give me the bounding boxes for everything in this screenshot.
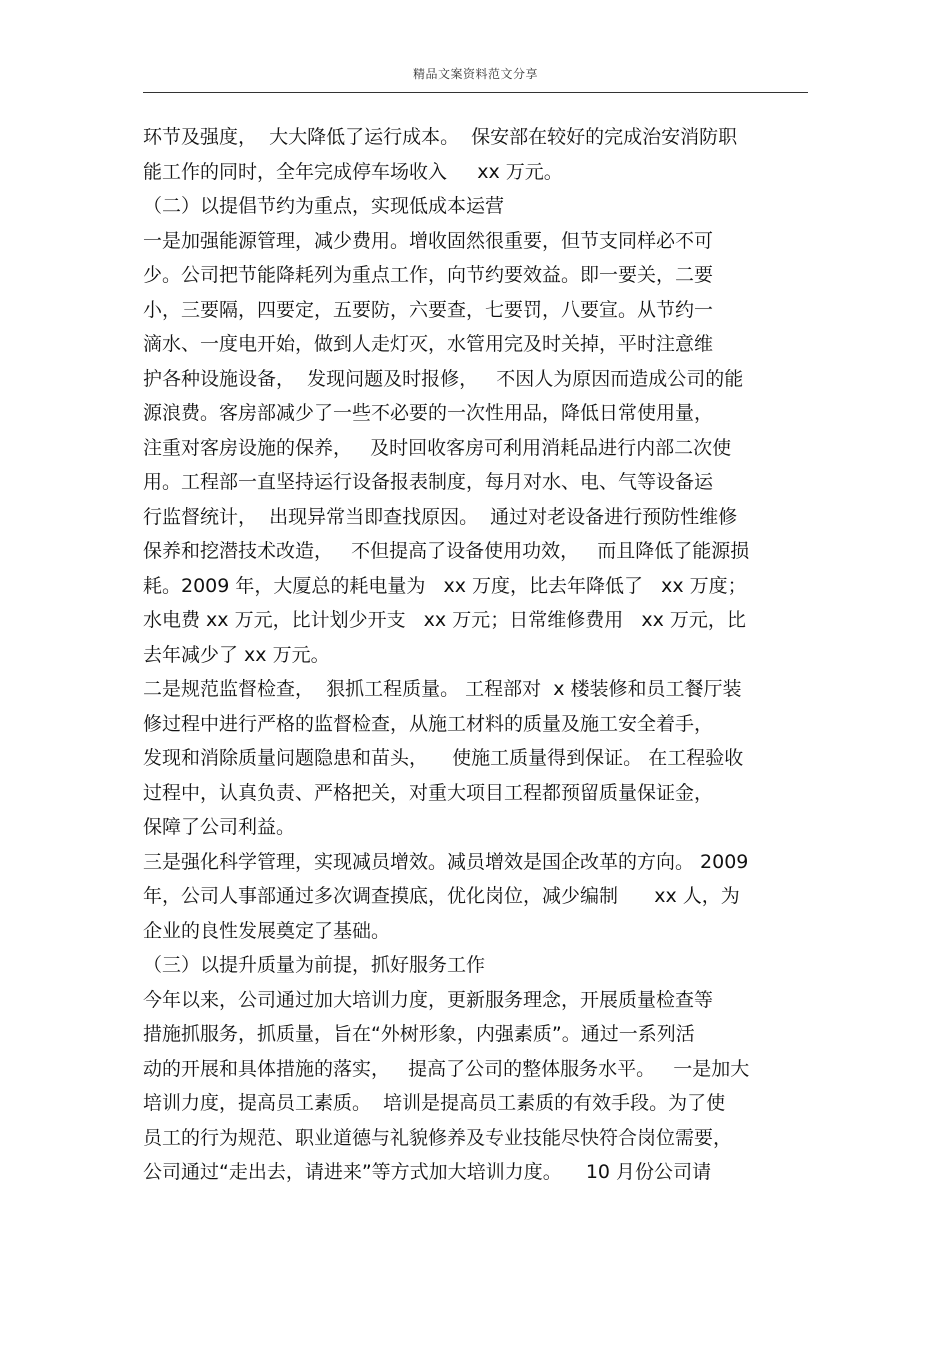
text-line: 行监督统计， 出现异常当即查找原因。 通过对老设备进行预防性维修 bbox=[143, 505, 738, 528]
page-header bbox=[143, 62, 808, 93]
text-line: 动的开展和具体措施的落实， 提高了公司的整体服务水平。 一是加大 bbox=[143, 1057, 750, 1080]
text-line: 保障了公司利益。 bbox=[143, 816, 296, 838]
text-line: 发现和消除质量问题隐患和苗头， 使施工质量得到保证。 在工程验收 bbox=[143, 747, 744, 769]
text-line: 小，三要隔，四要定，五要防，六要查，七要罚，八要宣。从节约一 bbox=[143, 298, 714, 321]
text-line: 用。工程部一直坚持运行设备报表制度，每月对水、电、气等设备运 bbox=[143, 471, 714, 493]
text-line: 修过程中进行严格的监督检查，从施工材料的质量及施工安全着手， bbox=[143, 712, 714, 735]
text-line: 培训力度，提高员工素质。 培训是提高员工素质的有效手段。为了使 bbox=[143, 1092, 726, 1114]
text-line: 注重对客房设施的保养， 及时回收客房可利用消耗品进行内部二次使 bbox=[143, 436, 732, 459]
text-line: 耗。2009 年，大厦总的耗电量为 xx 万度，比去年降低了 xx 万度； bbox=[143, 574, 747, 597]
document-body bbox=[143, 120, 813, 1190]
section-heading: （三）以提升质量为前提，抓好服务工作 bbox=[143, 954, 486, 976]
text-line: 企业的良性发展奠定了基础。 bbox=[143, 919, 391, 942]
text-line: 员工的行为规范、职业道德与礼貌修养及专业技能尽快符合岗位需要， bbox=[143, 1126, 733, 1149]
text-line: 年，公司人事部通过多次调查摸底，优化岗位，减少编制 xx 人，为 bbox=[143, 885, 740, 907]
text-line: 一是加强能源管理，减少费用。增收固然很重要，但节支同样必不可 bbox=[143, 229, 714, 252]
text-line: 源浪费。客房部减少了一些不必要的一次性用品，降低日常使用量， bbox=[143, 402, 714, 424]
text-line: 措施抓服务，抓质量，旨在“外树形象，内强素质”。通过一系列活 bbox=[143, 1023, 695, 1045]
text-line: 三是强化科学管理，实现减员增效。减员增效是国企改革的方向。 2009 bbox=[143, 850, 749, 873]
text-line: 公司通过“走出去，请进来”等方式加大培训力度。 10 月份公司请 bbox=[143, 1161, 712, 1183]
text-line: 少。公司把节能降耗列为重点工作，向节约要效益。即一要关，二要 bbox=[143, 264, 714, 286]
text-line: 环节及强度， 大大降低了运行成本。 保安部在较好的完成治安消防职 bbox=[143, 126, 738, 148]
text-line: 保养和挖潜技术改造， 不但提高了设备使用功效， 而且降低了能源损 bbox=[143, 540, 750, 562]
text-line: 过程中，认真负责、严格把关，对重大项目工程都预留质量保证金， bbox=[143, 781, 714, 804]
text-line: 护各种设施设备， 发现问题及时报修， 不因人为原因而造成公司的能 bbox=[143, 367, 744, 390]
text-line: 今年以来，公司通过加大培训力度，更新服务理念，开展质量检查等 bbox=[143, 988, 714, 1011]
section-heading: （二）以提倡节约为重点，实现低成本运营 bbox=[143, 195, 505, 217]
text-line: 滴水、一度电开始，做到人走灯灭，水管用完及时关掉，平时注意维 bbox=[143, 333, 714, 355]
text-line: 能工作的同时，全年完成停车场收入 xx 万元。 bbox=[143, 160, 563, 183]
text-line: 水电费 xx 万元，比计划少开支 xx 万元；日常维修费用 xx 万元，比 bbox=[143, 609, 746, 631]
text-line: 去年减少了 xx 万元。 bbox=[143, 643, 330, 666]
header-title: 精品文案资料范文分享 bbox=[412, 67, 538, 81]
text-line: 二是规范监督检查， 狠抓工程质量。 工程部对 x 楼装修和员工餐厅装 bbox=[143, 678, 742, 700]
